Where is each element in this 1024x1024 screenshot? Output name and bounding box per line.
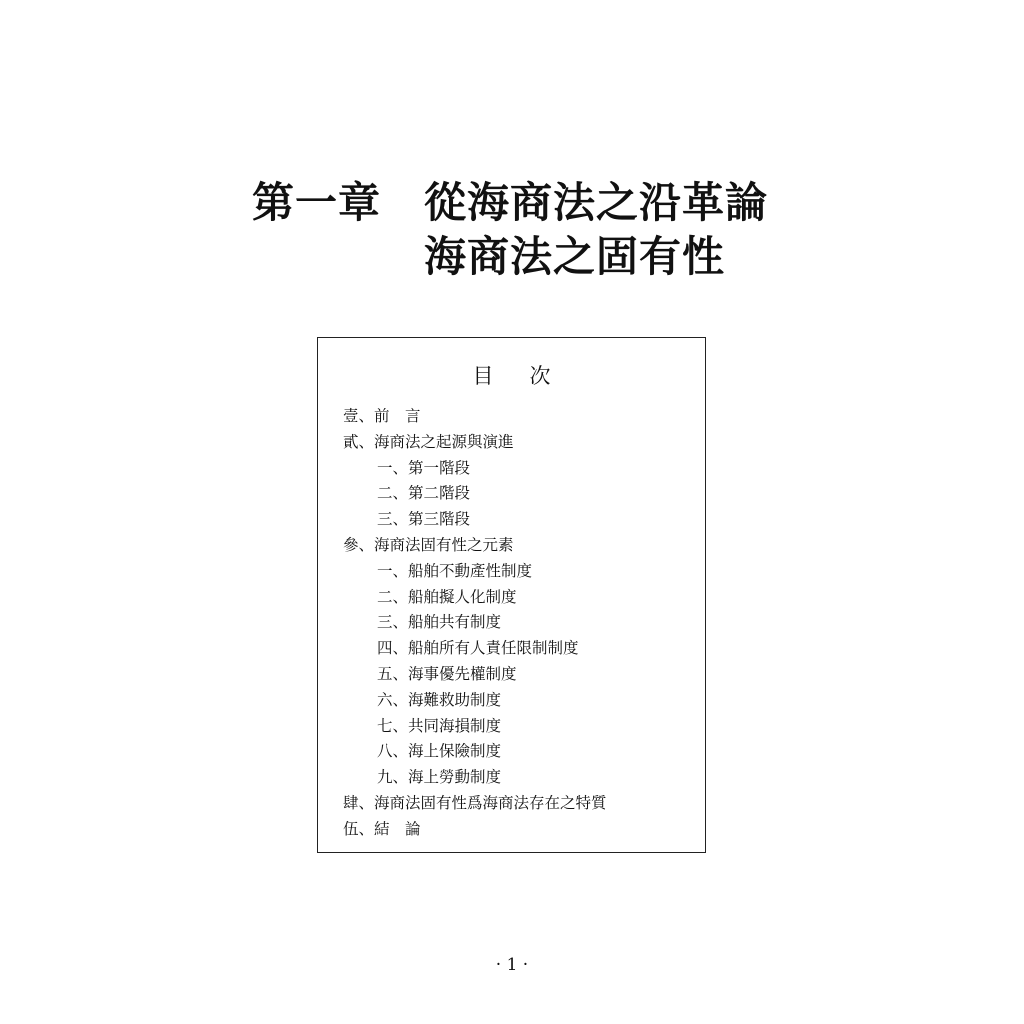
toc-subsection-entry: 一、第一階段 xyxy=(377,458,471,477)
toc-section-entry: 伍、結 論 xyxy=(343,819,421,838)
toc-section-entry: 參、海商法固有性之元素 xyxy=(343,535,514,554)
toc-subsection-entry: 三、第三階段 xyxy=(377,510,471,529)
table-of-contents-box xyxy=(317,337,706,853)
toc-subsection-entry: 六、海難救助制度 xyxy=(377,690,502,709)
toc-subsection-entry: 七、共同海損制度 xyxy=(377,716,502,735)
toc-section-entry: 壹、前 言 xyxy=(343,407,421,425)
toc-subsection-entry: 九、海上勞動制度 xyxy=(377,768,502,787)
chapter-title-line-1 xyxy=(252,176,768,230)
toc-list xyxy=(343,404,607,843)
toc-subsection-entry: 五、海事優先權制度 xyxy=(377,664,517,683)
toc-subsection-entry: 三、船舶共有制度 xyxy=(377,613,502,632)
page-number: · 1 · xyxy=(495,955,529,975)
toc-subsection-entry: 二、船舶擬人化制度 xyxy=(377,587,517,606)
toc-subsection-entry: 二、第二階段 xyxy=(377,484,471,503)
chapter-title-text-1: 從海商法之沿革論 xyxy=(424,178,769,227)
toc-subsection-entry: 一、船舶不動產性制度 xyxy=(377,561,533,580)
toc-section-entry: 貳、海商法之起源與演進 xyxy=(343,432,514,451)
chapter-label: 第一章 xyxy=(252,178,382,227)
toc-subsection-entry: 八、海上保險制度 xyxy=(377,742,502,761)
toc-heading: 目次 xyxy=(472,364,587,388)
chapter-title-text-2: 海商法之固有性 xyxy=(424,232,726,281)
chapter-title xyxy=(252,176,768,284)
chapter-title-line-2 xyxy=(252,230,768,284)
toc-subsection-entry: 四、船舶所有人責任限制制度 xyxy=(377,639,579,658)
toc-section-entry: 肆、海商法固有性爲海商法存在之特質 xyxy=(343,793,607,812)
